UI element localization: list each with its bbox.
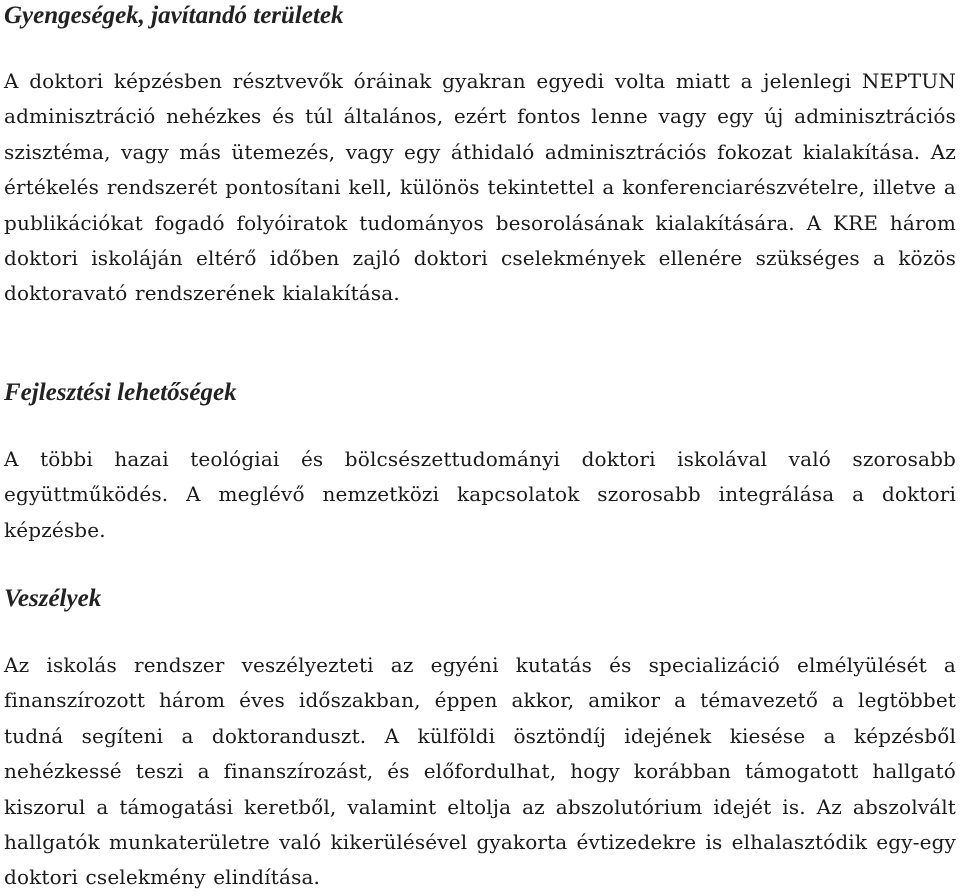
section-paragraph-threats: Az iskolás rendszer veszélyezteti az egyéni kutatás és specializáció elmélyülését a finanszírozott három éves időszakban, éppen akkor, amikor a témavezető a legtöbbet tudná segíteni a doktoranduszt. A külföldi ösztöndíj idejének kiesése a képzésből nehézkessé teszi a finanszírozást, és előfordulhat, hogy korábban támogatott hallgató kiszorul a támogatási keretből, valamint eltolja az abszolutórium idejét is. Az abszolvált hallgatók munkaterületre való kikerülésével gyakorta évtizedekre is elhalasztódik egy-egy doktori cselekmény elindítása.: [4, 653, 956, 890]
section-paragraph-opportunities: A többi hazai teológiai és bölcsészettudományi doktori iskolával való szorosabb együttműködés. A meglévő nemzetközi kapcsolatok szorosabb integrálása a doktori képzésbe.: [4, 447, 956, 542]
section-paragraph-weaknesses: A doktori képzésben résztvevők óráinak gyakran egyedi volta miatt a jelenlegi NEPTUN adminisztráció nehézkes és túl általános, ezért fontos lenne vagy egy új adminisztrációs szisztéma, vagy más ütemezés, vagy egy áthidaló adminisztrációs fokozat kialakítása. Az értékelés rendszerét pontosítani kell, különös tekintettel a konferenciarészvételre, illetve a publikációkat fogadó folyóiratok tudományos besorolásának kialakítására. A KRE három doktori iskoláján eltérő időben zajló doktori cselekmények ellenére szükséges a közös doktoravató rendszerének kialakítása.: [4, 69, 956, 306]
section-heading-threats: Veszélyek: [4, 585, 102, 612]
section-heading-weaknesses: Gyengeségek, javítandó területek: [4, 2, 344, 29]
section-heading-opportunities: Fejlesztési lehetőségek: [4, 379, 237, 406]
